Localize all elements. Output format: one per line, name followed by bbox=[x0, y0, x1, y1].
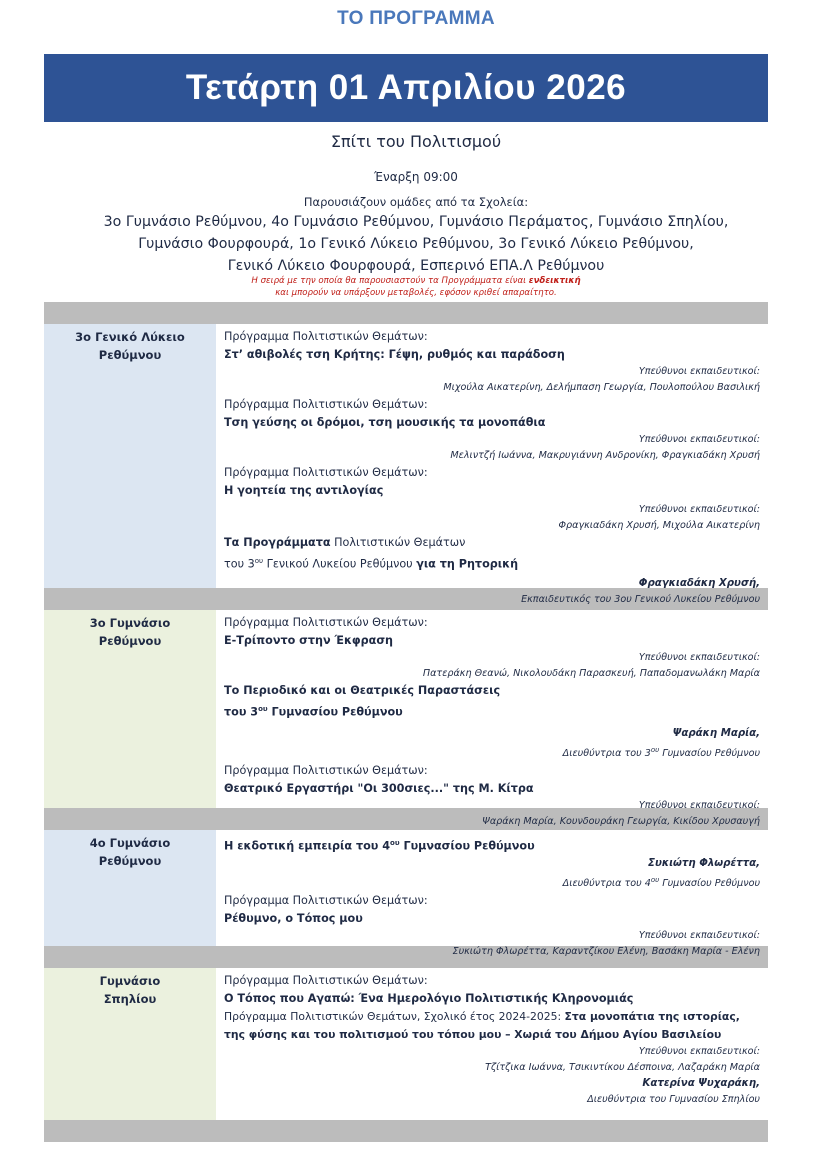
schools-line: Γυμνάσιο Φουρφουρά, 1ο Γενικό Λύκειο Ρεθύμνου, 3ο Γενικό Λύκειο Ρεθύμνου, bbox=[138, 236, 694, 252]
program-title: Τση γεύσης οι δρόμοι, τση μουσικής τα μονοπάθια bbox=[224, 416, 546, 429]
role-text: Γυμνασίου Ρεθύμνου bbox=[659, 747, 760, 759]
presenter-role: Εκπαιδευτικός του 3ου Γενικού Λυκείου Ρεθύμνου bbox=[521, 593, 760, 605]
responsible-teachers: Πατεράκη Θεανώ, Νικολουδάκη Παρασκευή, Παπαδομανωλάκη Μαρία bbox=[422, 668, 760, 679]
ordinal-suffix: ου bbox=[258, 705, 268, 713]
program-title: Ο Τόπος που Αγαπώ: Ένα Ημερολόγιο Πολιτιστικής Κληρονομιάς bbox=[224, 992, 634, 1005]
presenting-intro: Παρουσιάζουν ομάδες από τα Σχολεία: bbox=[303, 195, 529, 209]
ordinal-suffix: ου bbox=[650, 875, 660, 884]
ordinal-suffix: ου bbox=[390, 839, 400, 847]
date-banner bbox=[44, 54, 768, 122]
program-title-text: Γυμνασίου Ρεθύμνου bbox=[399, 839, 535, 853]
presenter-role bbox=[224, 872, 760, 892]
venue: Σπίτι του Πολιτισμού bbox=[330, 132, 502, 151]
event-date: Τετάρτη 01 Απριλίου 2026 bbox=[185, 68, 627, 107]
responsible-teachers: Φραγκιαδάκη Χρυσή, Μιχούλα Αικατερίνη bbox=[558, 520, 760, 531]
ordinal-suffix: ου bbox=[650, 745, 660, 754]
responsible-teachers: Ψαράκη Μαρία, Κουνδουράκη Γεωργία, Κικίδου Χρυσαυγή bbox=[482, 815, 760, 827]
schools-line: 3ο Γυμνάσιο Ρεθύμνου, 4ο Γυμνάσιο Ρεθύμνου, Γυμνάσιο Περάματος, Γυμνάσιο Σπηλίου, bbox=[103, 214, 729, 230]
school-name: Ρεθύμνου bbox=[98, 634, 162, 648]
programs-cell bbox=[216, 610, 768, 827]
responsible-teachers: Τζίτζικα Ιωάννα, Τσικιντίκου Δέσποινα, Λαζαράκη Μαρία bbox=[485, 1062, 760, 1073]
program-title: ΤΟ ΠΡΟΓΡΑΜΜΑ bbox=[337, 8, 495, 29]
program-table bbox=[44, 302, 768, 1142]
school-name-cell bbox=[44, 830, 216, 946]
presenter-name: Συκιώτη Φλωρέττα, bbox=[648, 857, 760, 869]
program-title bbox=[224, 700, 760, 722]
presenter-name: Ψαράκη Μαρία, bbox=[672, 727, 760, 739]
responsible-label: Υπεύθυνοι εκπαιδευτικοί: bbox=[638, 652, 760, 663]
program-title-bold: για τη Ρητορική bbox=[416, 557, 519, 571]
school-name: 3ο Γυμνάσιο bbox=[89, 616, 171, 630]
program-title: Στ’ αθιβολές τση Κρήτης: Γέψη, ρυθμός και παράδοση bbox=[224, 348, 565, 361]
separator-bar bbox=[44, 1120, 768, 1142]
presenter-name: Φραγκιαδάκη Χρυσή, bbox=[638, 577, 760, 589]
responsible-label: Υπεύθυνοι εκπαιδευτικοί: bbox=[638, 504, 760, 515]
program-title-text: του 3 bbox=[224, 705, 259, 719]
school-name: Ρεθύμνου bbox=[98, 854, 162, 868]
presenter-role bbox=[224, 742, 760, 762]
program-title-bold: Στα μονοπάτια της ιστορίας, bbox=[564, 1010, 740, 1023]
school-name-cell bbox=[44, 610, 216, 808]
program-title-text: Η εκδοτική εμπειρία του 4 bbox=[224, 839, 391, 853]
program-label: Πρόγραμμα Πολιτιστικών Θεμάτων: bbox=[224, 330, 428, 343]
programs-cell bbox=[216, 830, 768, 957]
section-gymnasium-spili bbox=[44, 968, 768, 1120]
notice-text: και μπορούν να υπάρξουν μεταβολές, εφόσον κριθεί απαραίτητο. bbox=[275, 288, 557, 298]
responsible-label: Υπεύθυνοι εκπαιδευτικοί: bbox=[638, 799, 760, 811]
program-title bbox=[224, 834, 760, 856]
school-name-cell bbox=[44, 968, 216, 1120]
responsible-label: Υπεύθυνοι εκπαιδευτικοί: bbox=[638, 929, 760, 941]
program-label: Πρόγραμμα Πολιτιστικών Θεμάτων: bbox=[224, 466, 428, 479]
program-title: Ρέθυμνο, ο Τόπος μου bbox=[224, 911, 363, 925]
role-text: Διευθύντρια του 4 bbox=[562, 877, 651, 889]
responsible-label: Υπεύθυνοι εκπαιδευτικοί: bbox=[638, 1046, 760, 1057]
responsible-teachers: Μελιντζή Ιωάννα, Μακρυγιάννη Ανδρονίκη, Φραγκιαδάκη Χρυσή bbox=[450, 450, 760, 461]
program-title bbox=[224, 552, 760, 574]
role-text: Διευθύντρια του 3 bbox=[562, 747, 651, 759]
separator-bar bbox=[44, 302, 768, 324]
school-name: Γυμνάσιο bbox=[99, 974, 161, 988]
program-label: Πρόγραμμα Πολιτιστικών Θεμάτων: bbox=[224, 616, 428, 629]
ordinal-suffix: ου bbox=[254, 557, 264, 565]
school-name-cell bbox=[44, 324, 216, 588]
start-time: Έναρξη 09:00 bbox=[374, 170, 458, 184]
program-title: Ε-Τρίποντο στην Έκφραση bbox=[224, 634, 394, 647]
program-title-text: Πολιτιστικών Θεμάτων bbox=[330, 536, 466, 549]
notice-text: Η σειρά με την οποία θα παρουσιαστούν τα Προγράμματα είναι bbox=[251, 276, 529, 286]
schools-line: Γενικό Λύκειο Φουρφουρά, Εσπερινό ΕΠΑ.Λ Ρεθύμνου bbox=[227, 258, 605, 274]
programs-cell bbox=[216, 968, 768, 1120]
school-name: Ρεθύμνου bbox=[98, 348, 162, 362]
program-label: Πρόγραμμα Πολιτιστικών Θεμάτων: bbox=[224, 398, 428, 411]
participating-schools bbox=[60, 211, 772, 277]
school-name: 3ο Γενικό Λύκειο bbox=[75, 330, 185, 344]
program-title: Θεατρικό Εργαστήρι "Οι 300σιες..." της Μ. Κίτρα bbox=[224, 781, 534, 795]
role-text: Γυμνασίου Ρεθύμνου bbox=[659, 877, 760, 889]
section-4th-gymnasium-rethymno bbox=[44, 830, 768, 957]
section-3rd-gymnasium-rethymno bbox=[44, 610, 768, 827]
program-title bbox=[224, 1008, 760, 1026]
responsible-teachers: Συκιώτη Φλωρέττα, Καραντζίκου Ελένη, Βασάκη Μαρία - Ελένη bbox=[452, 945, 760, 957]
presenter-name: Κατερίνα Ψυχαράκη, bbox=[642, 1078, 760, 1089]
responsible-teachers: Μιχούλα Αικατερίνη, Δελήμπαση Γεωργία, Πουλοπούλου Βασιλική bbox=[443, 382, 760, 393]
program-title: Το Περιοδικό και οι Θεατρικές Παραστάσεις bbox=[224, 684, 501, 697]
program-title: της φύσης και του πολιτισμού του τόπου μου – Χωριά του Δήμου Αγίου Βασιλείου bbox=[224, 1028, 722, 1041]
section-3rd-lyceum-rethymno bbox=[44, 324, 768, 605]
program-title-text: Γυμνασίου Ρεθύμνου bbox=[267, 705, 403, 719]
school-name: 4ο Γυμνάσιο bbox=[89, 836, 171, 850]
program-label: Πρόγραμμα Πολιτιστικών Θεμάτων: bbox=[224, 893, 428, 907]
school-name: Σπηλίου bbox=[103, 992, 157, 1006]
program-label: Πρόγραμμα Πολιτιστικών Θεμάτων, Σχολικό έτος 2024-2025: bbox=[224, 1010, 565, 1023]
programs-cell bbox=[216, 324, 768, 605]
program-title-text: Γενικού Λυκείου Ρεθύμνου bbox=[263, 557, 417, 571]
program-title: Η γοητεία της αντιλογίας bbox=[224, 484, 384, 497]
program-title-text: του 3 bbox=[224, 557, 255, 571]
program-label: Πρόγραμμα Πολιτιστικών Θεμάτων: bbox=[224, 763, 428, 777]
program-label: Πρόγραμμα Πολιτιστικών Θεμάτων: bbox=[224, 974, 428, 987]
order-notice bbox=[0, 275, 832, 299]
responsible-label: Υπεύθυνοι εκπαιδευτικοί: bbox=[638, 366, 760, 377]
program-title-bold: Τα Προγράμματα bbox=[224, 536, 331, 549]
program-title bbox=[224, 534, 760, 552]
responsible-label: Υπεύθυνοι εκπαιδευτικοί: bbox=[638, 434, 760, 445]
presenter-role: Διευθύντρια του Γυμνασίου Σπηλίου bbox=[587, 1094, 760, 1105]
notice-emphasis: ενδεικτική bbox=[528, 276, 581, 286]
